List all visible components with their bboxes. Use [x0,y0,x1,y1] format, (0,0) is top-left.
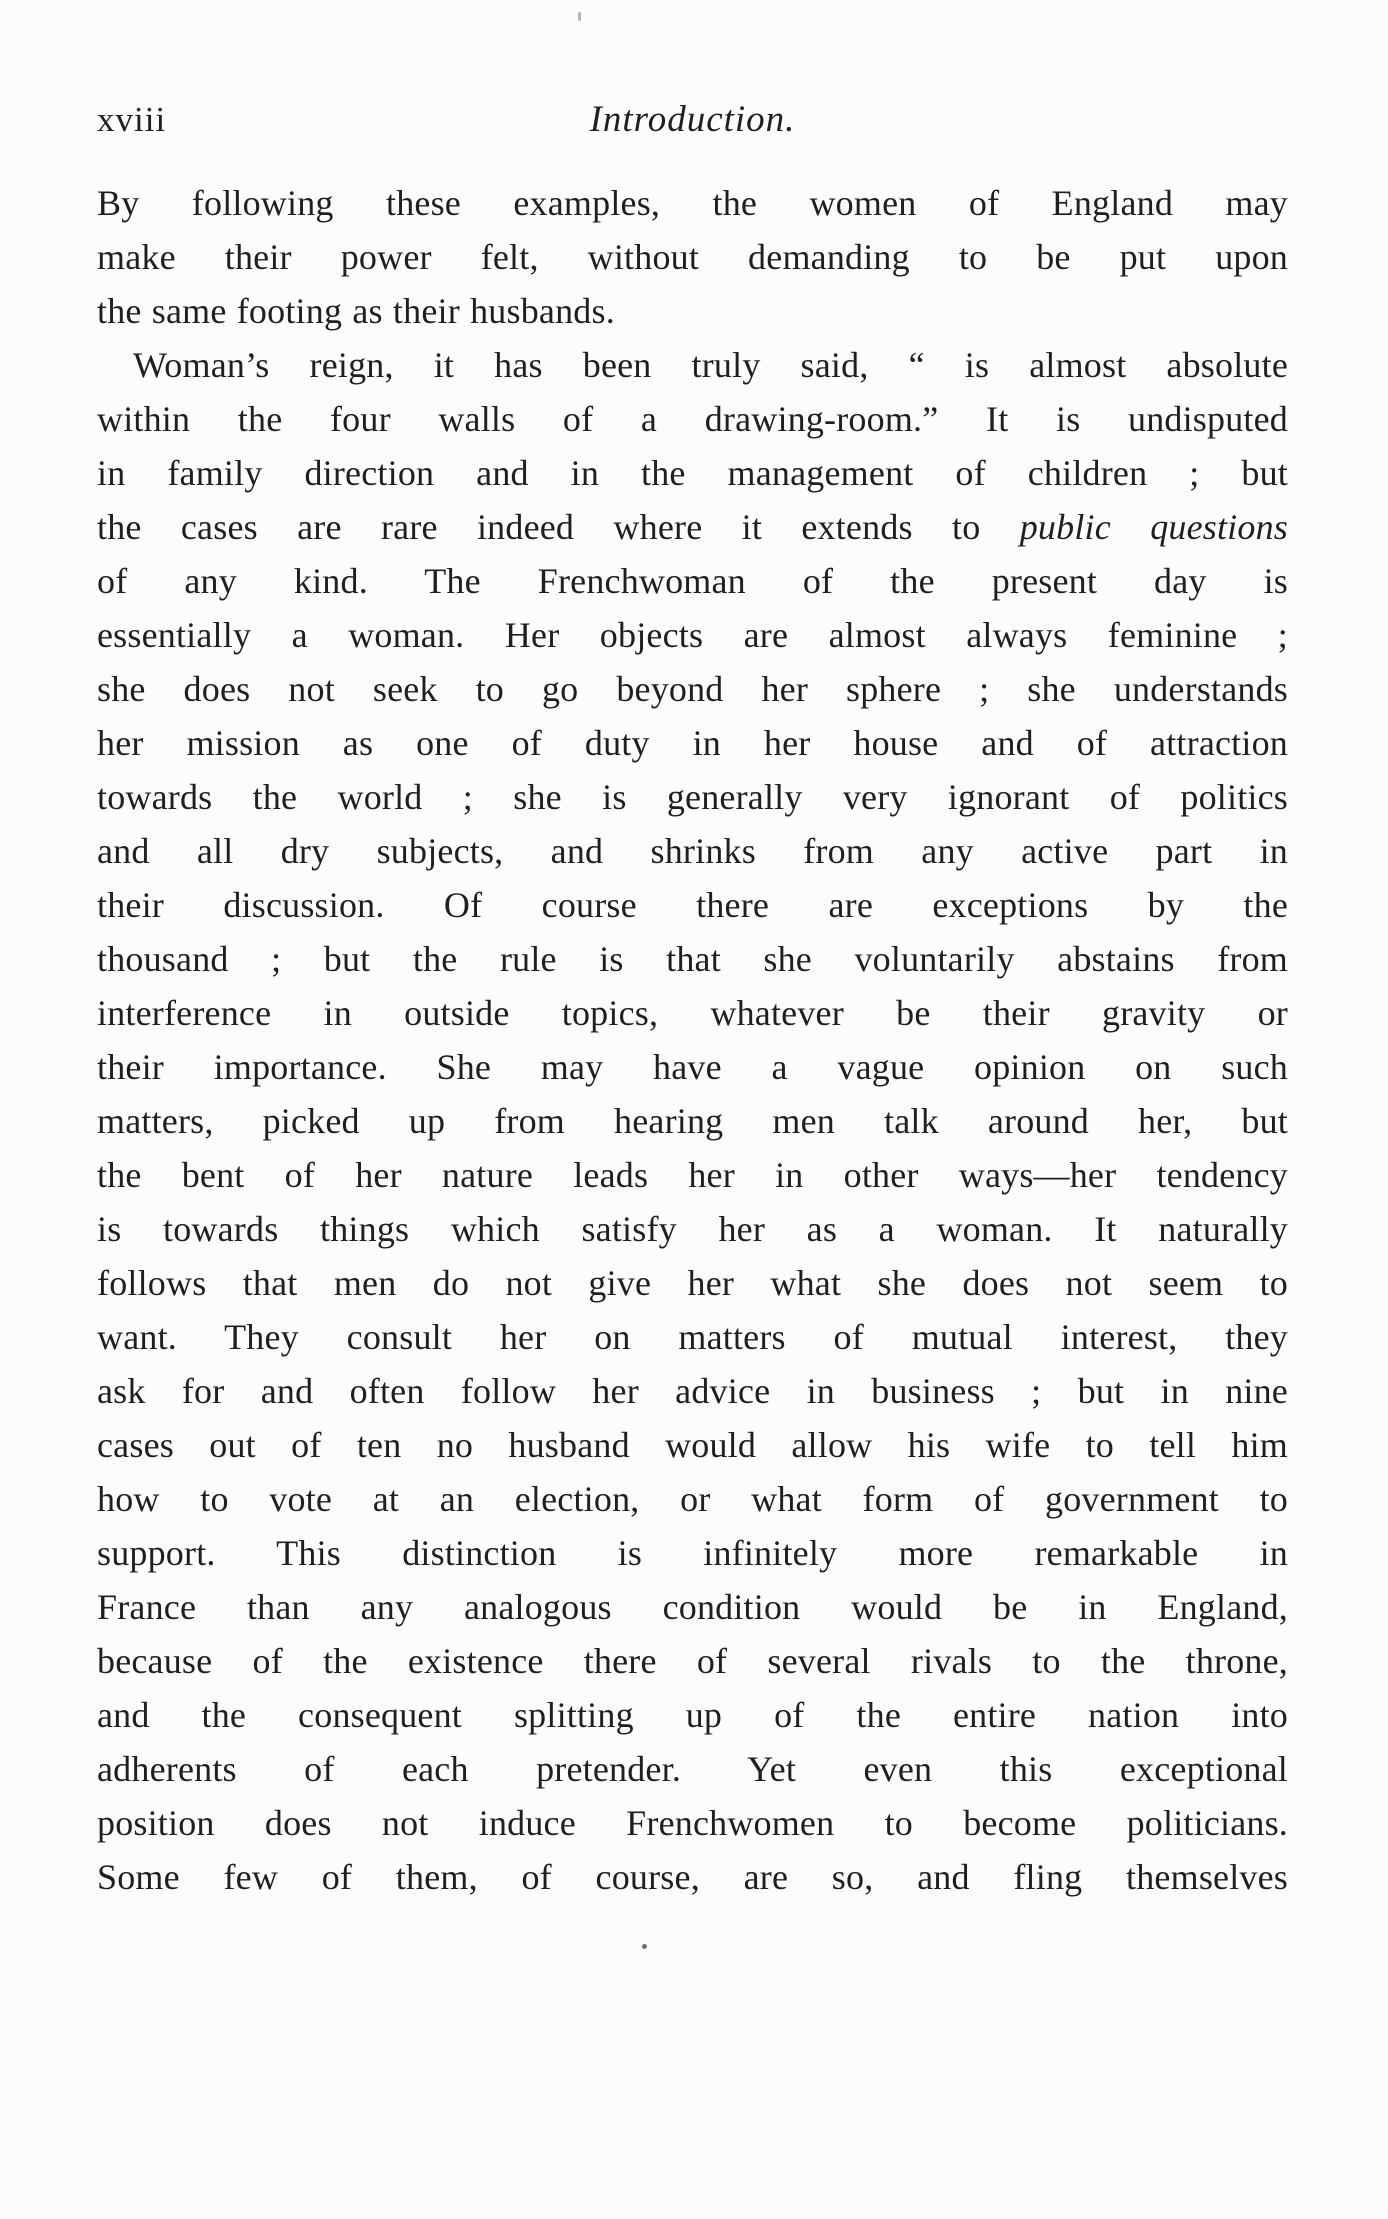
text-line [97,878,1288,932]
text-line [97,446,1288,500]
text-segment: because of the existence there of several rivals to the throne, [97,1641,1288,1681]
text-segment: her mission as one of duty in her house and of attraction [97,723,1288,763]
text-line [97,338,1288,392]
text-line [97,1742,1288,1796]
text-line [97,770,1288,824]
text-segment: matters, picked up from hearing men talk around her, but [97,1101,1288,1141]
text-segment: how to vote at an election, or what form of government to [97,1479,1288,1519]
scan-artifact-top [578,12,581,21]
text-line [97,1634,1288,1688]
italic-text-segment: public questions [1019,507,1288,547]
text-line [97,1148,1288,1202]
text-segment: cases out of ten no husband would allow his wife to tell him [97,1425,1288,1465]
running-header [97,98,1288,150]
text-line [97,1688,1288,1742]
text-segment: the same footing as their husbands. [97,291,615,331]
text-segment: follows that men do not give her what she does not seem to [97,1263,1288,1303]
text-line [97,554,1288,608]
text-segment: in family direction and in the management of children ; but [97,453,1288,493]
text-line [97,1364,1288,1418]
text-line [97,1526,1288,1580]
text-line [97,1796,1288,1850]
text-line [97,1202,1288,1256]
text-line [97,1256,1288,1310]
text-segment: their discussion. Of course there are exceptions by the [97,885,1288,925]
text-segment: and all dry subjects, and shrinks from any active part in [97,831,1288,871]
text-line [97,284,1288,338]
text-segment: interference in outside topics, whatever be their gravity or [97,993,1288,1033]
text-segment: Some few of them, of course, are so, and fling themselves [97,1857,1288,1897]
text-segment: By following these examples, the women of England may [97,183,1288,223]
text-line [97,986,1288,1040]
text-segment: make their power felt, without demanding to be put upon [97,237,1288,277]
text-line [97,1580,1288,1634]
text-line [97,824,1288,878]
text-line [97,662,1288,716]
text-segment: Woman’s reign, it has been truly said, “ is almost absolute [133,345,1288,385]
text-line [97,1310,1288,1364]
text-segment: she does not seek to go beyond her sphere ; she understands [97,669,1288,709]
text-segment: ask for and often follow her advice in business ; but in nine [97,1371,1288,1411]
text-line [97,230,1288,284]
text-segment: France than any analogous condition would be in England, [97,1587,1288,1627]
text-line [97,176,1288,230]
page-body [97,176,1288,1904]
text-line [97,716,1288,770]
text-line [97,1094,1288,1148]
text-segment: of any kind. The Frenchwoman of the present day is [97,561,1288,601]
text-segment: thousand ; but the rule is that she voluntarily abstains from [97,939,1288,979]
text-line [97,500,1288,554]
text-segment: the bent of her nature leads her in other ways—her tendency [97,1155,1288,1195]
text-segment: is towards things which satisfy her as a woman. It naturally [97,1209,1288,1249]
text-segment: the cases are rare indeed where it extends to [97,507,1020,547]
text-line [97,392,1288,446]
text-segment: towards the world ; she is generally very ignorant of politics [97,777,1288,817]
text-segment: want. They consult her on matters of mutual interest, they [97,1317,1288,1357]
text-segment: and the consequent splitting up of the entire nation into [97,1695,1288,1735]
text-segment: adherents of each pretender. Yet even this exceptional [97,1749,1288,1789]
text-line [97,1850,1288,1904]
text-line [97,1418,1288,1472]
running-title: Introduction. [589,99,796,140]
page-number: xviii [97,100,167,139]
text-segment: their importance. She may have a vague opinion on such [97,1047,1288,1087]
text-line [97,1040,1288,1094]
text-segment: within the four walls of a drawing-room.” It is undisputed [97,399,1288,439]
text-segment: support. This distinction is infinitely more remarkable in [97,1533,1288,1573]
text-line [97,932,1288,986]
text-segment: essentially a woman. Her objects are almost always feminine ; [97,615,1288,655]
text-segment: position does not induce Frenchwomen to become politicians. [97,1803,1288,1843]
scan-artifact-bottom [642,1944,647,1949]
text-line [97,1472,1288,1526]
text-line [97,608,1288,662]
